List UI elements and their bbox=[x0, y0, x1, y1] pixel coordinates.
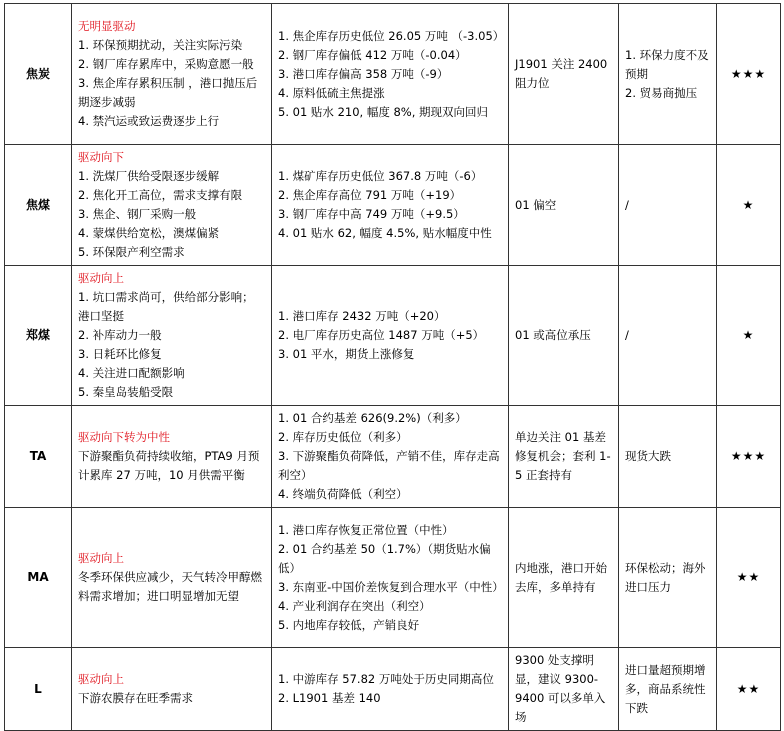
fundamental-item: 4. 原料低硫主焦提涨 bbox=[278, 85, 385, 100]
fundamental-item: 2. 钢厂库存偏低 412 万吨（-0.04） bbox=[278, 47, 467, 62]
product-name: MA bbox=[5, 508, 72, 648]
driver-item: 2. 补库动力一般 bbox=[78, 328, 162, 342]
rating-stars: ★★ bbox=[717, 648, 781, 731]
fundamental-item: 1. 港口库存恢复正常位置（中性） bbox=[278, 522, 454, 537]
strategy-cell bbox=[509, 266, 619, 406]
strategy-cell bbox=[509, 508, 619, 648]
futures-analysis-table bbox=[4, 3, 781, 731]
fundamentals-cell bbox=[272, 508, 509, 648]
risk-cell bbox=[619, 648, 717, 731]
table-row bbox=[5, 266, 781, 406]
fundamental-item: 2. 焦企库存高位 791 万吨（+19） bbox=[278, 188, 462, 202]
rating-stars: ★★ bbox=[717, 508, 781, 648]
table-row bbox=[5, 145, 781, 266]
fundamental-item: 2. 01 合约基差 50（1.7%）（期货贴水偏低） bbox=[278, 541, 491, 575]
fundamental-item: 5. 内地库存较低，产销良好 bbox=[278, 617, 420, 632]
driver-item: 1. 环保预期扰动，关注实际污染 bbox=[78, 38, 243, 52]
fundamental-item: 3. 港口库存偏高 358 万吨（-9） bbox=[278, 66, 449, 81]
risk-item: 2. 贸易商抛压 bbox=[625, 85, 698, 100]
fundamentals-cell bbox=[272, 266, 509, 406]
fundamental-item: 3. 01 平水，期货上涨修复 bbox=[278, 347, 415, 361]
risk-item: 环保松动；海外进口压力 bbox=[625, 560, 706, 594]
fundamental-item: 2. L1901 基差 140 bbox=[278, 691, 381, 705]
driver-item: 3. 焦企库存累积压制 ，港口抛压后期逐步减弱 bbox=[78, 76, 258, 109]
driver-item: 4. 禁汽运或致运费逐步上行 bbox=[78, 114, 220, 128]
fundamental-item: 2. 电厂库存历史高位 1487 万吨（+5） bbox=[278, 328, 485, 342]
strategy-cell bbox=[509, 145, 619, 266]
fundamental-item: 4. 终端负荷降低（利空） bbox=[278, 487, 408, 501]
table-row bbox=[5, 406, 781, 508]
driver-direction: 驱动向下转为中性 bbox=[78, 430, 170, 444]
fundamental-item: 1. 煤矿库存历史低位 367.8 万吨（-6） bbox=[278, 169, 483, 183]
strategy-item: 单边关注 01 基差修复机会；套利 1-5 正套持有 bbox=[515, 430, 611, 482]
driver-item: 2. 焦化开工高位，需求支撑有限 bbox=[78, 188, 243, 202]
strategy-item: J1901 关注 2400 阻力位 bbox=[515, 57, 608, 90]
driver-item: 下游聚酯负荷持续收缩，PTA9 月预计累库 27 万吨，10 月供需平衡 bbox=[78, 449, 260, 482]
risk-item: 1. 环保力度不及预期 bbox=[625, 47, 709, 81]
driver-cell bbox=[72, 508, 272, 648]
risk-cell bbox=[619, 508, 717, 648]
strategy-cell bbox=[509, 4, 619, 145]
driver-item: 5. 环保限产利空需求 bbox=[78, 245, 185, 259]
product-name: 郑煤 bbox=[5, 266, 72, 406]
rating-stars: ★★★ bbox=[717, 4, 781, 145]
rating-stars: ★ bbox=[717, 266, 781, 406]
strategy-item: 内地涨，港口开始去库，多单持有 bbox=[515, 560, 607, 594]
driver-direction: 驱动向下 bbox=[78, 150, 124, 164]
risk-cell bbox=[619, 406, 717, 508]
driver-direction: 驱动向上 bbox=[78, 672, 124, 686]
driver-cell bbox=[72, 648, 272, 731]
product-name: TA bbox=[5, 406, 72, 508]
fundamental-item: 5. 01 贴水 210, 幅度 8%, 期现双向回归 bbox=[278, 104, 489, 119]
product-name: 焦炭 bbox=[5, 4, 72, 145]
product-name: 焦煤 bbox=[5, 145, 72, 266]
driver-cell bbox=[72, 266, 272, 406]
fundamental-item: 3. 东南亚-中国价差恢复到合理水平（中性） bbox=[278, 579, 504, 594]
rating-stars: ★★★ bbox=[717, 406, 781, 508]
strategy-item: 01 或高位承压 bbox=[515, 328, 591, 342]
risk-item: / bbox=[625, 328, 629, 342]
table-row bbox=[5, 4, 781, 145]
fundamental-item: 3. 下游聚酯负荷降低，产销不佳，库存走高利空） bbox=[278, 449, 500, 482]
strategy-item: 01 偏空 bbox=[515, 197, 557, 212]
rating-stars: ★ bbox=[717, 145, 781, 266]
fundamentals-cell bbox=[272, 648, 509, 731]
fundamental-item: 1. 01 合约基差 626(9.2%)（利多） bbox=[278, 411, 467, 425]
strategy-cell bbox=[509, 648, 619, 731]
driver-item: 下游农膜存在旺季需求 bbox=[78, 691, 193, 705]
fundamental-item: 2. 库存历史低位（利多） bbox=[278, 430, 408, 444]
driver-cell bbox=[72, 406, 272, 508]
risk-item: 进口量超预期增多，商品系统性下跌 bbox=[625, 662, 706, 715]
driver-item: 冬季环保供应减少，天气转冷甲醇燃料需求增加；进口明显增加无望 bbox=[78, 570, 262, 603]
driver-cell bbox=[72, 145, 272, 266]
driver-item: 5. 秦皇岛装船受限 bbox=[78, 385, 174, 399]
risk-item: / bbox=[625, 197, 629, 212]
fundamental-item: 3. 钢厂库存中高 749 万吨（+9.5） bbox=[278, 207, 465, 221]
driver-item: 2. 钢厂库存累库中，采购意愿一般 bbox=[78, 57, 254, 71]
fundamentals-cell bbox=[272, 406, 509, 508]
strategy-cell bbox=[509, 406, 619, 508]
risk-item: 现货大跌 bbox=[625, 449, 671, 463]
driver-item: 1. 洗煤厂供给受限逐步缓解 bbox=[78, 169, 220, 183]
fundamental-item: 1. 中游库存 57.82 万吨处于历史同期高位 bbox=[278, 672, 494, 686]
strategy-item: 9300 处支撑明显，建议 9300-9400 可以多单入场 bbox=[515, 653, 606, 724]
fundamental-item: 1. 港口库存 2432 万吨（+20） bbox=[278, 309, 446, 323]
driver-cell bbox=[72, 4, 272, 145]
driver-item: 3. 焦企、钢厂采购一般 bbox=[78, 207, 197, 221]
driver-direction: 驱动向上 bbox=[78, 271, 124, 285]
fundamental-item: 4. 产业利润存在突出（利空） bbox=[278, 598, 431, 613]
driver-item: 4. 蒙煤供给宽松，澳煤偏紧 bbox=[78, 226, 220, 240]
driver-item: 1. 坑口需求尚可，供给部分影响；港口坚挺 bbox=[78, 290, 254, 323]
risk-cell bbox=[619, 145, 717, 266]
risk-cell bbox=[619, 4, 717, 145]
product-name: L bbox=[5, 648, 72, 731]
driver-direction: 无明显驱动 bbox=[78, 19, 136, 33]
fundamental-item: 1. 焦企库存历史低位 26.05 万吨 （-3.05） bbox=[278, 28, 505, 43]
risk-cell bbox=[619, 266, 717, 406]
fundamentals-cell bbox=[272, 4, 509, 145]
driver-item: 3. 日耗环比修复 bbox=[78, 347, 162, 361]
fundamentals-cell bbox=[272, 145, 509, 266]
driver-item: 4. 关注进口配额影响 bbox=[78, 366, 185, 380]
table-row bbox=[5, 648, 781, 731]
fundamental-item: 4. 01 贴水 62, 幅度 4.5%, 贴水幅度中性 bbox=[278, 226, 492, 240]
driver-direction: 驱动向上 bbox=[78, 551, 124, 565]
table-row bbox=[5, 508, 781, 648]
